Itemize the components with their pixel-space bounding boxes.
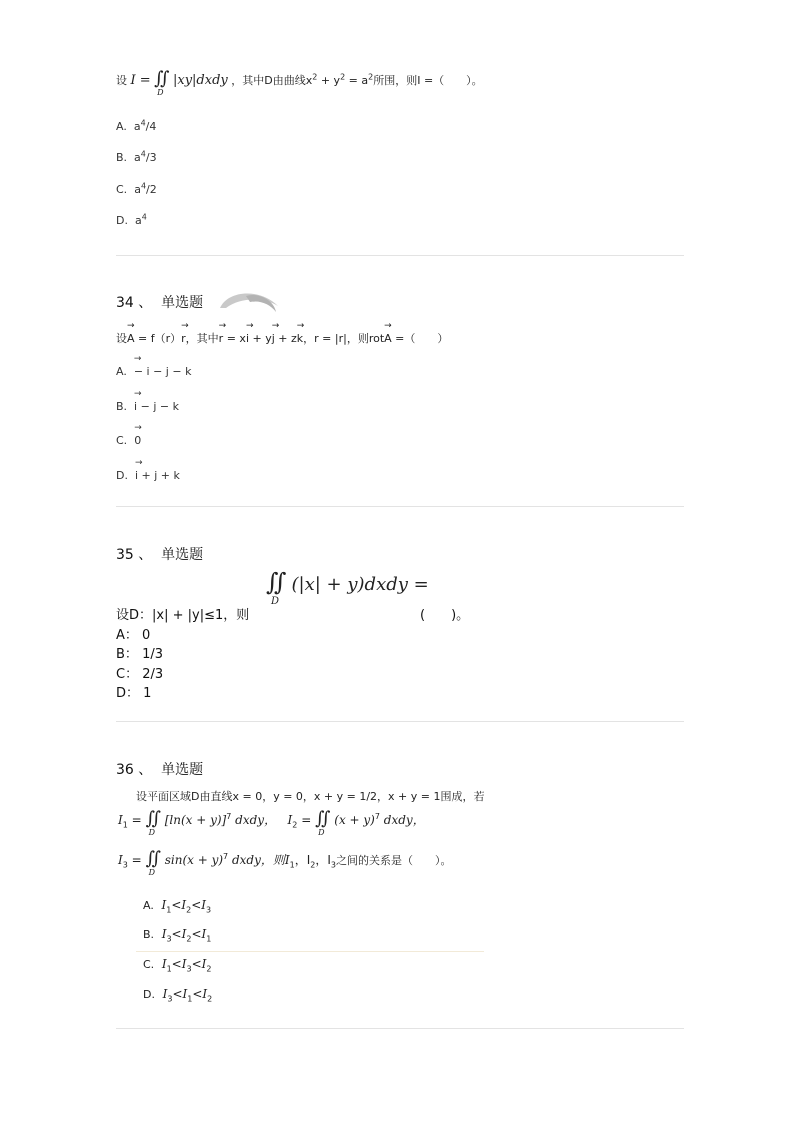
q35-option-a[interactable]: A： 0 [116, 628, 151, 643]
double-integral-icon: ∬ D [266, 568, 287, 607]
q36-header: 36 、 单选题 [116, 762, 204, 778]
q34-header: 34 、 单选题 [116, 295, 204, 311]
q34-option-d[interactable]: D. → i + j + k [116, 469, 180, 482]
q36-option-a[interactable]: A. $I_1<I_2<I_3$ [143, 898, 212, 915]
divider [116, 721, 684, 722]
q33-option-d[interactable]: D. $a^4$ [116, 212, 147, 227]
q34-option-c[interactable]: C. → 0 [116, 434, 141, 447]
q36-stem-line2: $I_1$ = ∬ D $[\ln(x + y)]^7$ dxdy， $I_2$ = ∬ D $(x + y)^7$ dxdy， [118, 808, 425, 837]
q35-option-c[interactable]: C： 2/3 [116, 667, 164, 682]
q35-stem: 设D：|x| + |y|≤1，则 [116, 608, 250, 623]
double-integral-icon: ∬ D [145, 848, 161, 877]
divider [116, 1028, 684, 1029]
q33-lhs: I = [130, 73, 151, 88]
q33-option-b[interactable]: B. $a^4/3$ [116, 149, 157, 164]
q33-option-c[interactable]: C. $a^4/2$ [116, 181, 157, 196]
q33-integrand: |xy|dxdy [173, 73, 228, 88]
option-separator [136, 951, 484, 952]
q36-option-b[interactable]: B. $I_3<I_2<I_1$ [143, 927, 212, 944]
q35-option-d[interactable]: D： 1 [116, 686, 152, 701]
q36-option-c[interactable]: C. $I_1<I_3<I_2$ [143, 957, 212, 974]
watermark-logo-icon [216, 286, 282, 316]
q34-option-b[interactable]: B. → i − j − k [116, 400, 179, 413]
q35-option-b[interactable]: B： 1/3 [116, 647, 163, 662]
q33-stem: 设 I = ∬ D |xy|dxdy ，其中D由曲线$x^2 + y^2 = a^2$所围，则I =（ ）。 [116, 68, 483, 97]
divider [116, 506, 684, 507]
double-integral-icon: ∬ D [315, 808, 331, 837]
q36-stem-line1: 设平面区域D由直线x = 0，y = 0，x + y = 1/2，x + y = 1围成，若 [136, 790, 485, 803]
q35-integrand: (|x| + y)dxdy = [291, 574, 429, 595]
double-integral-icon: ∬ D [145, 808, 161, 837]
q36-stem-line3: $I_3$ = ∬ D $\sin(x + y)^7$ dxdy，则$I_1$，$I_2$，$I_3$之间的关系是（ ）。 [118, 848, 452, 877]
q35-integral-expression [266, 568, 429, 607]
q34-stem: 设→ A = f（r）→ r，其中→ r = x→ i + y→ j + z→ k，r = |r|，则rot→ A =（ ） [116, 330, 448, 346]
q34-option-a[interactable]: A. → − i − j − k [116, 365, 191, 378]
q33-option-a[interactable]: A. $a^4/4$ [116, 118, 157, 133]
q36-option-d[interactable]: D. $I_3<I_1<I_2$ [143, 987, 213, 1004]
q35-blank: ( )。 [420, 608, 470, 623]
divider [116, 255, 684, 256]
double-integral-icon: ∬ D [154, 68, 170, 97]
q35-header: 35 、 单选题 [116, 547, 204, 563]
